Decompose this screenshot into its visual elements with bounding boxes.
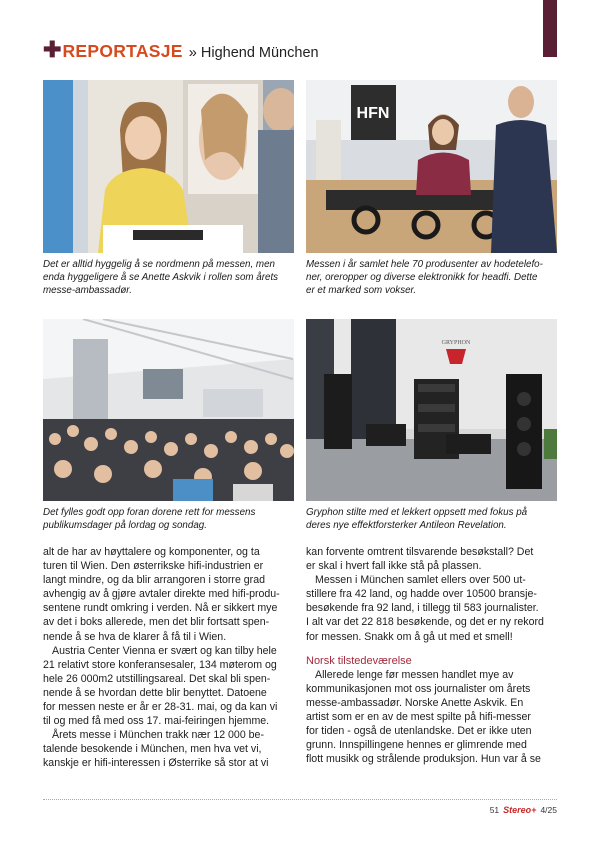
section-header bbox=[43, 37, 319, 66]
gryphon-logo: GRYPHON bbox=[441, 340, 471, 346]
photo-ambassador bbox=[43, 80, 294, 253]
caption-ambassador: Det er alltid hyggelig å se nordmenn på messen, men enda hyggeligere å se Anette Askvik i rollen som årets messe-ambassadør. bbox=[43, 259, 279, 297]
photo-gryphon-setup bbox=[306, 319, 557, 501]
issue-number: 4/25 bbox=[540, 805, 557, 815]
plus-icon: ✚ bbox=[43, 37, 62, 62]
body-left-column: alt de har av høyttalere og komponenter, og ta turen til Wien. Den østerrikske hifi-industrien er langt mindre, og da blir arrangoren i storre grad avhengig av å gjøre avtaler direkte med hifi-produ- sentene rundt omkring i verden. Nå er sikkert mye av det i boks allerede, men det blir fortsatt spen- nende å se hva de klarer å få til i Wien. Austria Center Vienna er svært og kan tilby hele 21 relativt store konferansesaler, 134 møterom og hele 26 000m2 utstillingsareal. Det skal bli spen- nende å se hvordan dette blir benyttet. Datoene for messen neste er år er 28-31. mai, og da kan vi til og med få med oss 17. mai-feiringen hjemme. Årets messe i München trakk nær 12 000 be- talende besokende i München, men hva vet vi, kanskje er hifi-interessen i Østerrike så stor at vi bbox=[43, 546, 280, 770]
caption-hfn: Messen i år samlet hele 70 produsenter av hodetelefo- ner, oreropper og diverse elektronikk for headfi. Dette er et marked som vokser. bbox=[306, 259, 543, 297]
section-subtitle: » Highend München bbox=[188, 45, 319, 61]
subhead-norsk: Norsk tilstedeværelse bbox=[306, 654, 412, 667]
magazine-logo: Stereo+ bbox=[503, 805, 537, 815]
page-number: 51 bbox=[489, 805, 500, 815]
hfn-logo: HFN bbox=[356, 105, 390, 122]
section-title: REPORTASJE bbox=[62, 41, 183, 61]
photo-crowd bbox=[43, 319, 294, 501]
body-right-column: kan forvente omtrent tilsvarende besøkstall? Det er skal i hvert fall ikke stå på plassen. Messen i München samlet ellers over 500 ut- stillere fra 42 land, og hadde over 10500 bransje- besøkende fra 92 land, i tillegg til 583 journalister. I alt var det 22 818 besøkende, og det er ny rekord for messen. Snakk om å gå ut med et smell! Norsk tilstedeværelse Allerede lenge før messen handlet mye av kommunikasjonen mot oss journalister om årets messe-ambassadør. Norske Anette Askvik. En artist som er en av de mest spilte på hifi-messer for tiden - også de utenlandske. Det er ikke uten grunn. Innspillingene hennes er glimrende med flott musikk og strålende produksjon. Hun var å se bbox=[306, 546, 544, 766]
caption-gryphon: Gryphon stilte med et lekkert oppsett med fokus på deres nye effektforsterker Antileon Revelation. bbox=[306, 507, 528, 532]
photo-hfn-booth bbox=[306, 80, 557, 253]
footer-divider bbox=[43, 799, 557, 800]
corner-accent-bar bbox=[543, 0, 557, 57]
footer bbox=[490, 805, 557, 815]
caption-crowd: Det fylles godt opp foran dorene rett for messens publikumsdager på lordag og sondag. bbox=[43, 507, 256, 532]
